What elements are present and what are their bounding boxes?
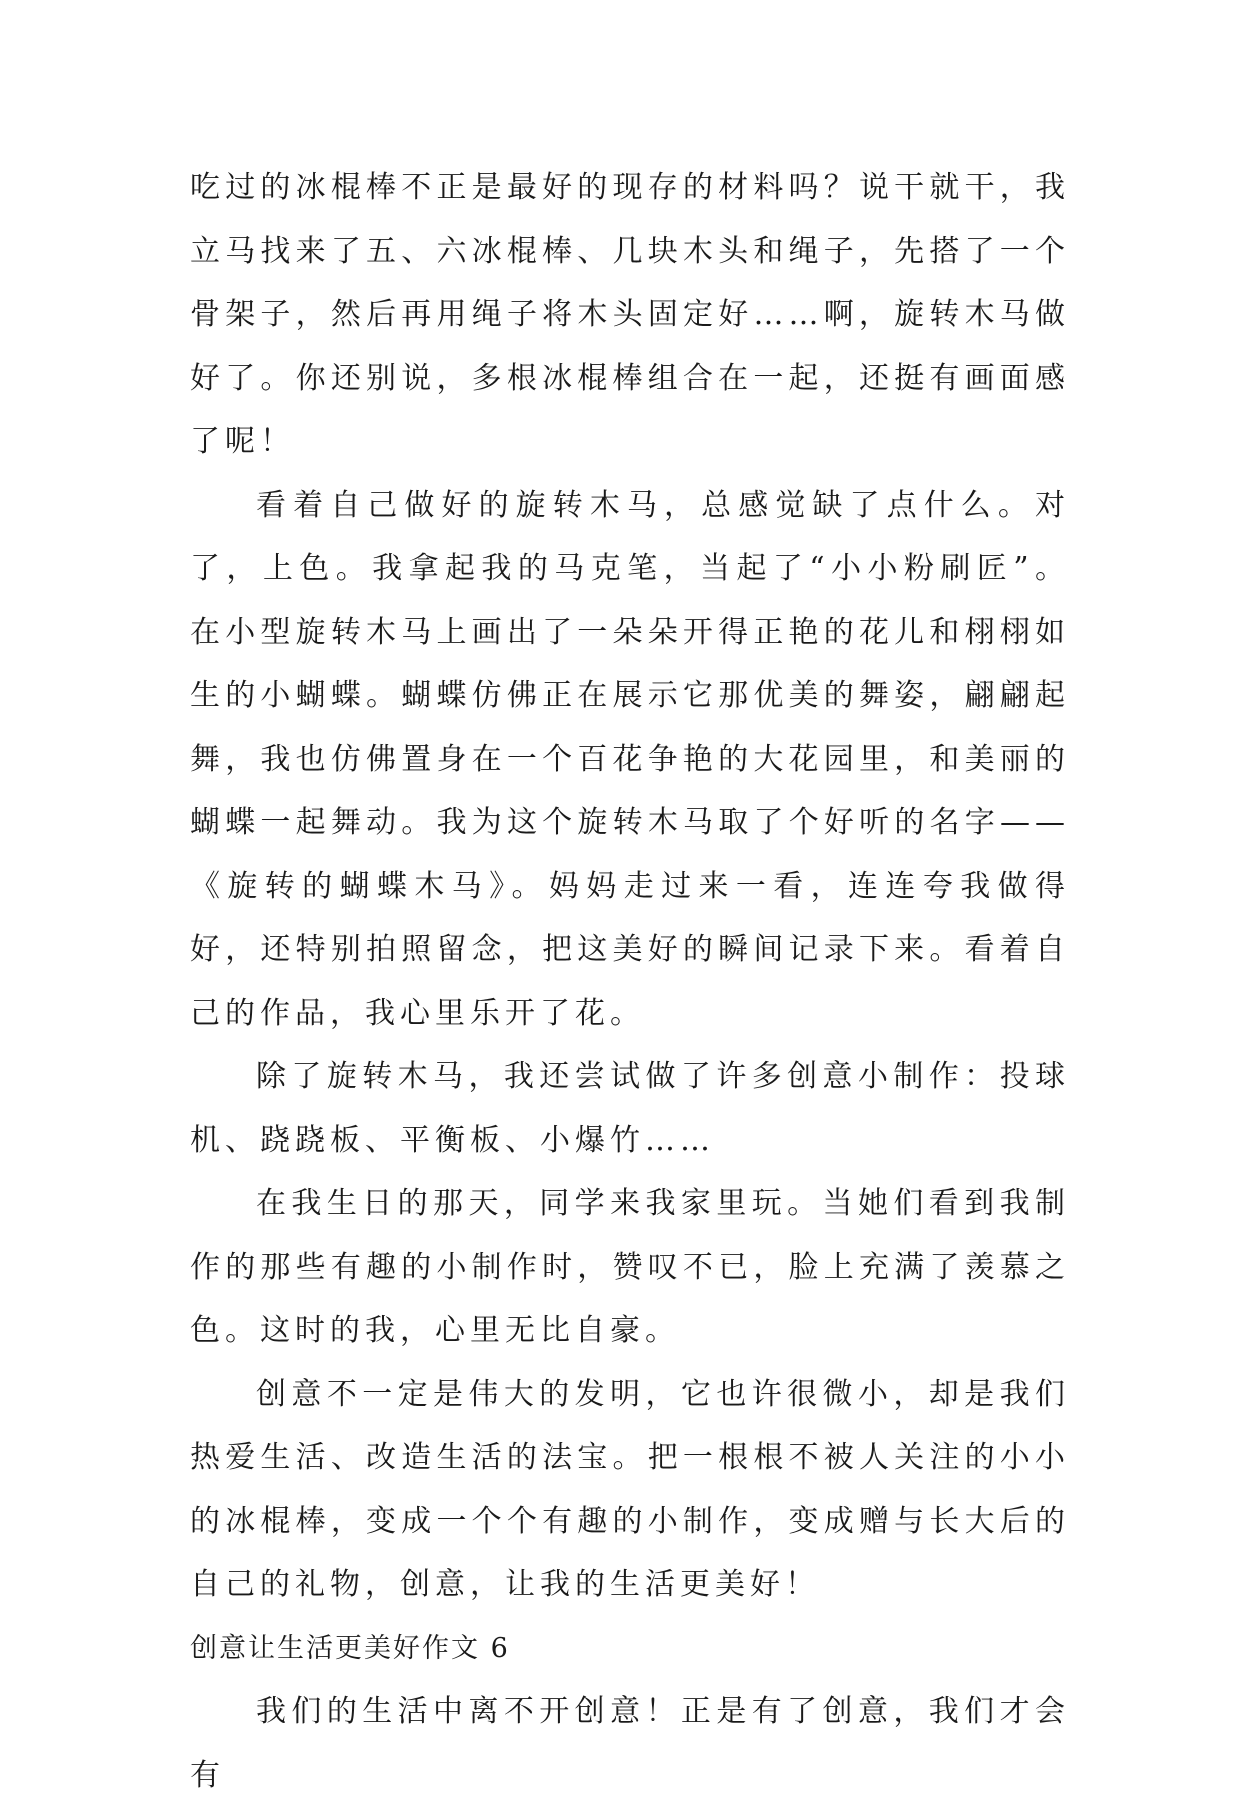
essay-heading: 创意让生活更美好作文 6 xyxy=(190,1632,510,1664)
paragraph-other-crafts: 除了旋转木马，我还尝试做了许多创意小制作：投球机、跷跷板、平衡板、小爆竹…… xyxy=(190,1059,1070,1158)
paragraph-ice-pop-carousel: 吃过的冰棍棒不正是最好的现存的材料吗？说干就干，我立马找来了五、六冰棍棒、几块木头和绳子，先搭了一个骨架子，然后再用绳子将木头固定好……啊，旋转木马做好了。你还别说，多根冰棍棒组合在一起，还挺有画面感了呢！ xyxy=(190,170,1070,459)
paragraph-essay-6-intro: 我们的生活中离不开创意！正是有了创意，我们才会有 xyxy=(190,1694,1070,1793)
paragraph-coloring-carousel: 看着自己做好的旋转木马，总感觉缺了点什么。对了，上色。我拿起我的马克笔，当起了“小小粉刷匠”。在小型旋转木马上画出了一朵朵开得正艳的花儿和栩栩如生的小蝴蝶。蝴蝶仿佛正在展示它那优美的舞姿，翩翩起舞，我也仿佛置身在一个百花争艳的大花园里，和美丽的蝴蝶一起舞动。我为这个旋转木马取了个好听的名字——《旋转的蝴蝶木马》。妈妈走过来一看，连连夸我做得好，还特别拍照留念，把这美好的瞬间记录下来。看着自己的作品，我心里乐开了花。 xyxy=(190,487,1070,1031)
document-body xyxy=(190,156,1070,1807)
paragraph-conclusion: 创意不一定是伟大的发明，它也许很微小，却是我们热爱生活、改造生活的法宝。把一根根不被人关注的小小的冰棍棒，变成一个个有趣的小制作，变成赠与长大后的自己的礼物，创意，让我的生活更美好！ xyxy=(190,1376,1070,1602)
paragraph-birthday: 在我生日的那天，同学来我家里玩。当她们看到我制作的那些有趣的小制作时，赞叹不已，脸上充满了羡慕之色。这时的我，心里无比自豪。 xyxy=(190,1186,1070,1348)
